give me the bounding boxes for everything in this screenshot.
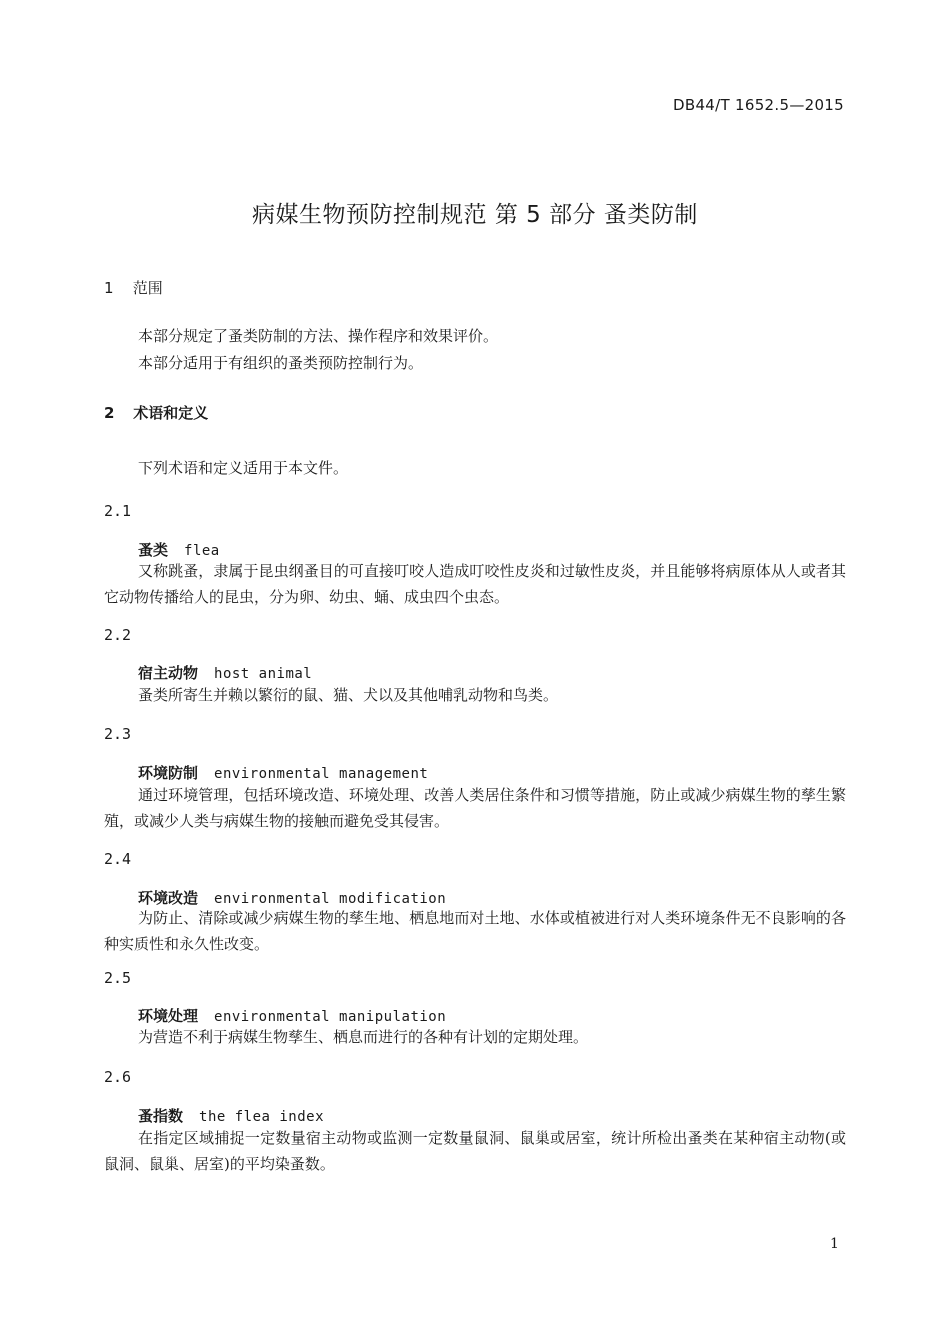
clause-number: 2.5	[104, 969, 132, 987]
clause-number: 2.6	[104, 1068, 132, 1086]
term-zh: 环境防制	[138, 764, 199, 782]
section-title: 术语和定义	[133, 404, 209, 422]
term-definition: 为营造不利于病媒生物孳生、栖息而进行的各种有计划的定期处理。	[138, 1028, 589, 1046]
term-entry	[138, 1005, 446, 1026]
term-en: flea	[184, 543, 220, 559]
section-title: 范围	[132, 279, 163, 297]
clause-number: 2.3	[104, 725, 132, 743]
document-title: 病媒生物预防控制规范 第 5 部分 蚤类防制	[252, 202, 698, 228]
paragraph: 本部分适用于有组织的蚤类预防控制行为。	[138, 354, 424, 372]
clause-number: 2.4	[104, 850, 132, 868]
term-en: environmental modification	[214, 891, 447, 907]
paragraph: 本部分规定了蚤类防制的方法、操作程序和效果评价。	[138, 327, 499, 345]
section-heading-scope	[104, 277, 163, 298]
term-zh: 蚤类	[138, 541, 169, 559]
term-definition: 又称跳蚤，隶属于昆虫纲蚤目的可直接叮咬人造成叮咬性皮炎和过敏性皮炎，并且能够将病原体从人或者其它动物传播给人的昆虫，分为卵、幼虫、蛹、成虫四个虫态。	[104, 562, 846, 606]
section-heading-terms	[104, 402, 208, 423]
term-en: the flea index	[199, 1109, 325, 1125]
term-zh: 宿主动物	[138, 664, 199, 682]
term-en: environmental management	[214, 766, 429, 782]
page-number: 1	[830, 1236, 839, 1252]
term-zh: 环境改造	[138, 889, 199, 907]
term-zh: 环境处理	[138, 1007, 199, 1025]
clause-number: 2.1	[104, 502, 132, 520]
section-number: 2	[104, 404, 115, 422]
paragraph: 下列术语和定义适用于本文件。	[138, 459, 349, 477]
term-definition: 蚤类所寄生并赖以繁衍的鼠、猫、犬以及其他哺乳动物和鸟类。	[138, 686, 559, 704]
term-entry	[138, 539, 220, 560]
term-definition: 通过环境管理，包括环境改造、环境处理、改善人类居住条件和习惯等措施，防止或减少病媒生物的孳生繁殖，或减少人类与病媒生物的接触而避免受其侵害。	[104, 786, 846, 830]
term-en: environmental manipulation	[214, 1009, 447, 1025]
term-en: host animal	[214, 666, 313, 682]
section-number: 1	[104, 279, 114, 297]
document-code: DB44/T 1652.5—2015	[673, 96, 844, 114]
term-entry	[138, 662, 312, 683]
clause-number: 2.2	[104, 626, 132, 644]
term-definition: 在指定区域捕捉一定数量宿主动物或监测一定数量鼠洞、鼠巢或居室，统计所检出蚤类在某种宿主动物(或鼠洞、鼠巢、居室)的平均染蚤数。	[104, 1129, 846, 1173]
term-entry	[138, 762, 428, 783]
term-zh: 蚤指数	[138, 1107, 184, 1125]
term-definition: 为防止、清除或减少病媒生物的孳生地、栖息地而对土地、水体或植被进行对人类环境条件无不良影响的各种实质性和永久性改变。	[104, 909, 846, 953]
term-entry	[138, 1105, 324, 1126]
